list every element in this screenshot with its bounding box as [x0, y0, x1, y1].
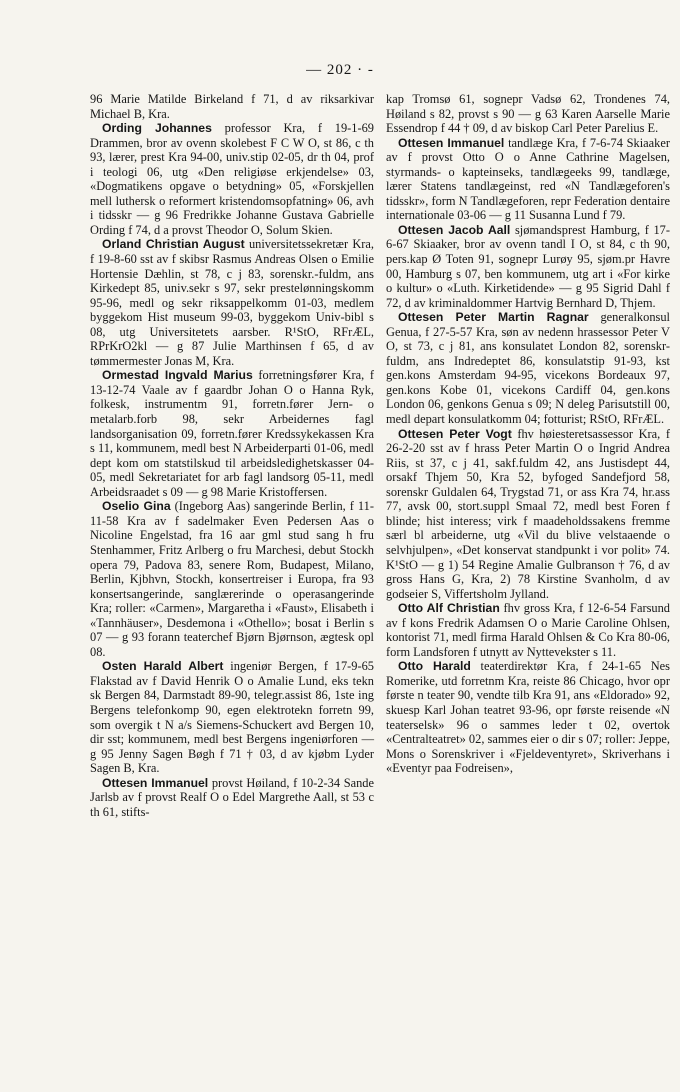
entry-text: 96 Marie Matilde Birkeland f 71, d av riksarkivar Michael B, Kra. — [90, 92, 374, 121]
entry-name: Orland Christian August — [102, 237, 245, 252]
entry-text: ingeniør Bergen, f 17-9-65 Flakstad av f David Henrik O o Amalie Lund, eks tekn sk Bergen 84, Darmstadt 89-90, telegr.assist 86, 1ste ing Bergens telefonkomp 90, egen elektrotekn forretn 99, som overgik t N a/s Siemens-Schuckert avd Bergen 10, dir sst; kommunem, medl best Bergens ingeniørforen — g 95 Jenny Sagen Bøgh f 71 † 03, d av kjøbm Lyder Sagen B, Kra. — [90, 659, 374, 776]
entry-name: Ording Johannes — [102, 121, 212, 136]
entry-text: (Ingeborg Aas) sangerinde Berlin, f 11-11-58 Kra av f sadelmaker Even Pedersen Aas o Nicoline Engelstad, fra 16 aar gml stud sang h fru Stenhammer, Fritz Arlberg o fru Marchesi, debut Stockh opera 79, Padova 83, senere Rom, Budapest, Milano, Berlin, Kjbhvn, Stockh, konsertreiser i Europa, fra 93 konsertsangerinde, sanglærerinde o operasangerinde Kra; roller: «Carmen», Margaretha i «Faust», Elisabeth i «Tannhäuser», Desdemona i «Othello»; bosat i Berlin s 07 — g 93 forann teaterchef Bjørn Bjørnson, ægtesk opl 08. — [90, 499, 374, 659]
left-column — [90, 92, 374, 819]
page-number: — 202 · - — [306, 62, 374, 78]
entry-text: teaterdirektør Kra, f 24-1-65 Nes Romerike, utd forretnm Kra, reiste 86 Chicago, hvor opr første n teater 90, vendte tilb Kra 91, ans «Eldorado» 92, skuesp Karl Johan teatret 93-96, opr første reisende «N teaterselsk» 96 o sammes leder t 02, overtok «Centralteatret» 02, sammes eier o dir s 07; roller: Jeppe, Mons o Sorenskriver i «Fjeldeventyret», Skriverhans i «Eventyr paa Fodreisen», — [386, 659, 671, 776]
entry-name: Ottesen Immanuel — [102, 775, 209, 790]
entry-text: provst Høiland, f 10-2-34 Sande Jarlsb av f provst Realf O o Edel Margrethe Aall, st 53 c th 61, stifts- — [90, 775, 374, 819]
entry-text: universitetssekretær Kra, f 19-8-60 sst av f skibsr Rasmus Andreas Olsen o Emilie Hortensie Dæhlin, st 78, c j 83, sorenskr.-fuldm, ans Kirkedept 85, univ.sekr s 97, sekr prestelønningskomm 95-96, medl og sekr riksappelkomm 01-03, medlem byggekom Hist museum 99-03, byggekom Univ-bibl s 08, utg Universitetets aarsber. R¹StO, RFrÆL, RPrKrO2kl — g 87 Julie Marthinsen f 65, d av tømmermester Jonas M, Kra. — [90, 237, 374, 368]
entry-name: Ottesen Jacob Aall — [398, 222, 511, 237]
entry-ording-johannes — [90, 121, 374, 237]
entry-ottesen-immanuel-provst — [90, 776, 374, 820]
entry-name: Otto Harald — [398, 659, 471, 674]
entry-text: professor Kra, f 19-1-69 Drammen, bror av ovenn skolebest F C W O, st 86, c th 93, lærer, prest Kra 94-00, univ.stip 02-05, dr th 04, prof i teologi 06, utg «Den religiøse erkjendelse» 03, «Dogmatikens opgave o betydning» 05, «Forskjellen mell luthersk o reformert kristendomsopfatning» 06, avh i tidsskr — g 96 Fredrikke Johanne Gustava Gabrielle Ording f 74, d a provst Theodor O, Solum Skien. — [90, 121, 374, 237]
entry-orland-christian — [90, 237, 374, 368]
entry-text: fhv høiesteretsassessor Kra, f 26-2-20 sst av f hrass Peter Martin O o Ingrid Andrea Riis, st 37, c j 41, sakf.fuldm 42, ans Justisdept 44, orsakf Thjem 50, Kra 52, byfoged Sandefjord 58, sorenskr Guldalen 64, Trygstad 71, or ass Kra 74, hr.ass 77, avsk 00, stort.suppl Smaal 72, medl best Foren f blinde; hist interess; virk f maadeholdssakens fremme særl bl arbeiderne, utg «Vil du blive velstaaende o selvhjulpen», «Det konservat standpunkt i vor polit» 74. K¹StO — g 1) 54 Regine Amalie Gulbranson † 76, d av gross Hans G, Kra, 2) 78 Kirstine Svanholm, d av godseier S, Viffertsholm Jylland. — [386, 426, 670, 601]
entry-continuation — [386, 92, 670, 136]
entry-otto-alf — [386, 601, 670, 659]
entry-text: forretningsfører Kra, f 13-12-74 Vaale av f gaardbr Johan O o Hanna Ryk, folkesk, instrumentm 91, forretn.fører Jern- o metalarb.forb 98, sekr Arbeidernes fagl landsorganisation 09, forretn.fører Kredssykekassen Kra s 11, kommunem, medl best N Arbeiderparti 01-06, medl dept kom om statstilskud til arbeidsledighetskasser 04-05, medl Sekretariatet for arb fagl landsorg 05-11, medl Arbeidsraadet s 09 — g 98 Marie Kristoffersen. — [90, 368, 374, 499]
entry-text: tandlæge Kra, f 7-6-74 Skiaaker av f provst Otto O o Anne Cathrine Magelsen, styrmands- o kapteinseks, tandlægeeks 99, tandlæge, lærer Statens tandlægeinst, red «N Tandlægeforen's tidsskr», form N Tandlægeforen, repr Federation dentaire internationale 03-06 — g 11 Susanna Lund f 79. — [386, 135, 670, 223]
right-column — [386, 92, 670, 776]
entry-text: sjømandsprest Hamburg, f 17-6-67 Skiaaker, bror av ovenn tandl I O, st 84, c th 90, pers.kap Ø Toten 91, sognepr Lurøy 95, sjøm.pr Havre 00, Hamburg s 07, ben kommunem, utg art i «For kirke o kultur» o «Luth. Kirketidende» — g 95 Sigrid Dahl f 72, d av kriminaldommer Hartvig Bernhard D, Thjem. — [386, 222, 670, 310]
entry-name: Otto Alf Christian — [398, 601, 500, 616]
entry-oselio-gina — [90, 499, 374, 659]
entry-ottesen-immanuel-tandlaege — [386, 136, 670, 223]
entry-ottesen-peter-martin — [386, 310, 670, 426]
entry-text: fhv gross Kra, f 12-6-54 Farsund av f kons Fredrik Adamsen O o Marie Caroline Ohlsen, kontorist 71, medl firma Harald Ohlsen & Co Kra 80-06, form Landsforen f utnytt av Nyttevekster s 11. — [386, 601, 670, 659]
entry-name: Osten Harald Albert — [102, 659, 224, 674]
entry-name: Ormestad Ingvald Marius — [102, 368, 253, 383]
entry-text: generalkonsul Genua, f 27-5-57 Kra, søn av nedenn hrassessor Peter V O, st 73, c j 81, ans konsulatet London 82, sorenskr-fuldm, ans Indredeptet 86, konsulatstip 91-93, kst gen.kons Amsterdam 94-95, vicekons Bordeaux 97, gen.kons Kobe 01, vicekons Cardiff 04, gen.kons London 06, genkons Genua s 09; N deleg Parisutstill 00, medl depart konsulatkomm 04; fotturist; RStO, RFrÆL. — [386, 310, 670, 427]
entry-otto-harald — [386, 659, 670, 775]
entry-name: Ottesen Peter Martin Ragnar — [398, 310, 589, 325]
entry-name: Ottesen Peter Vogt — [398, 426, 512, 441]
entry-name: Oselio Gina — [102, 499, 171, 514]
entry-continuation — [90, 92, 374, 121]
entry-ottesen-peter-vogt — [386, 427, 670, 602]
entry-name: Ottesen Immanuel — [398, 135, 505, 150]
entry-ottesen-jacob — [386, 223, 670, 310]
entry-ormestad-ingvald — [90, 368, 374, 499]
entry-text: kap Tromsø 61, sognepr Vadsø 62, Trondenes 74, Høiland s 82, provst s 90 — g 63 Karen Aarselle Marie Essendrop f 44 † 09, d av biskop Carl Peter Parelius E. — [386, 92, 670, 136]
entry-osten-harald — [90, 659, 374, 775]
